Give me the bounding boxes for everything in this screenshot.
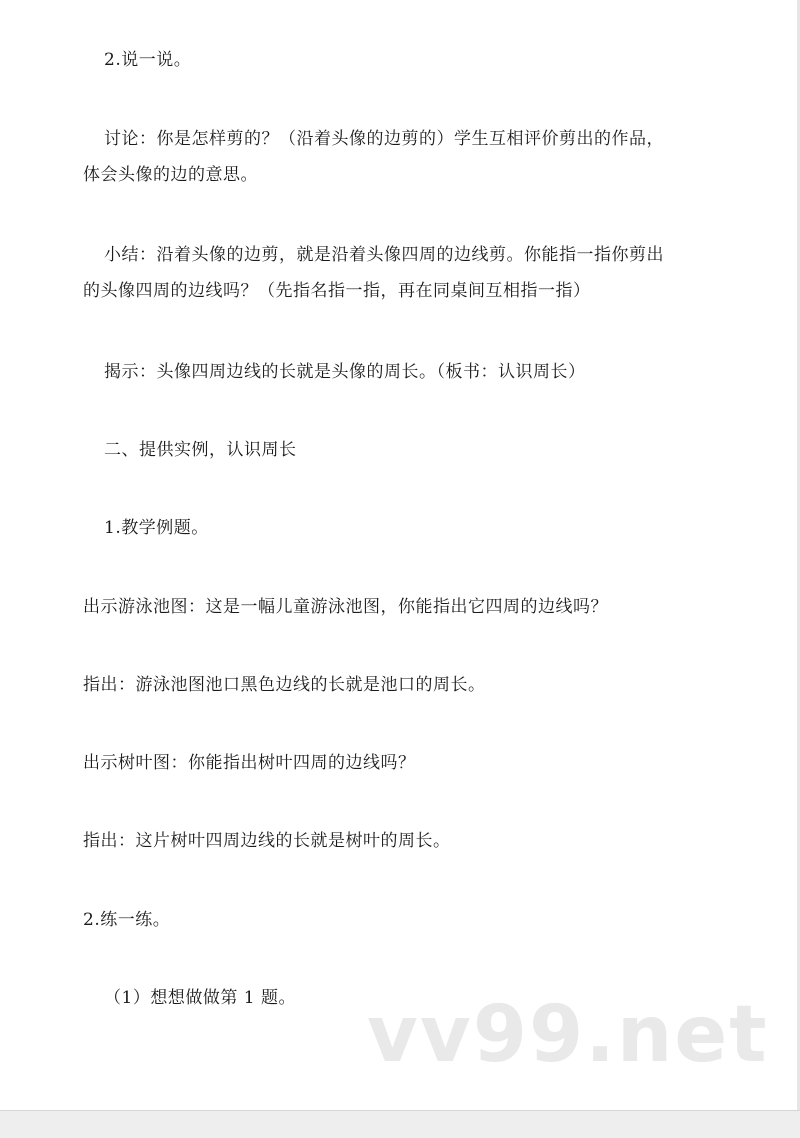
text-line: 小结：沿着头像的边剪，就是沿着头像四周的边线剪。你能指一指你剪出 bbox=[104, 245, 664, 265]
text-line: 出示树叶图：你能指出树叶四周的边线吗？ bbox=[83, 753, 416, 773]
text-line: 2.练一练。 bbox=[83, 910, 171, 930]
text-line: 的头像四周的边线吗？（先指名指一指，再在同桌间互相指一指） bbox=[83, 281, 591, 301]
text-line: 揭示：头像四周边线的长就是头像的周长。（板书：认识周长） bbox=[104, 362, 586, 382]
paragraph-leaf-point bbox=[83, 823, 703, 859]
paragraph-discussion bbox=[83, 121, 703, 193]
paragraph-leaf bbox=[83, 745, 703, 781]
paragraph-reveal bbox=[83, 354, 724, 390]
paragraph-example bbox=[83, 510, 724, 546]
text-line: 二、提供实例，认识周长 bbox=[104, 440, 297, 460]
paragraph-practice bbox=[83, 902, 703, 938]
text-line: 指出：游泳池图池口黑色边线的长就是池口的周长。 bbox=[83, 675, 486, 695]
paragraph-pool-point bbox=[83, 667, 703, 703]
text-line: 1.教学例题。 bbox=[104, 518, 209, 538]
section-heading bbox=[83, 432, 724, 468]
text-line: 讨论：你是怎样剪的？（沿着头像的边剪的）学生互相评价剪出的作品， bbox=[104, 129, 664, 149]
text-line: 出示游泳池图：这是一幅儿童游泳池图，你能指出它四周的边线吗？ bbox=[83, 597, 608, 617]
watermark: vv99.net bbox=[367, 990, 769, 1080]
text-line: 2.说一说。 bbox=[104, 50, 192, 70]
page-bottom-strip bbox=[0, 1110, 800, 1138]
text-line: 指出：这片树叶四周边线的长就是树叶的周长。 bbox=[83, 831, 451, 851]
paragraph-pool bbox=[83, 589, 703, 625]
paragraph-say bbox=[83, 42, 724, 78]
text-line: （1）想想做做第 1 题。 bbox=[104, 988, 296, 1008]
text-line: 体会头像的边的意思。 bbox=[83, 165, 258, 185]
paragraph-summary bbox=[83, 237, 703, 309]
